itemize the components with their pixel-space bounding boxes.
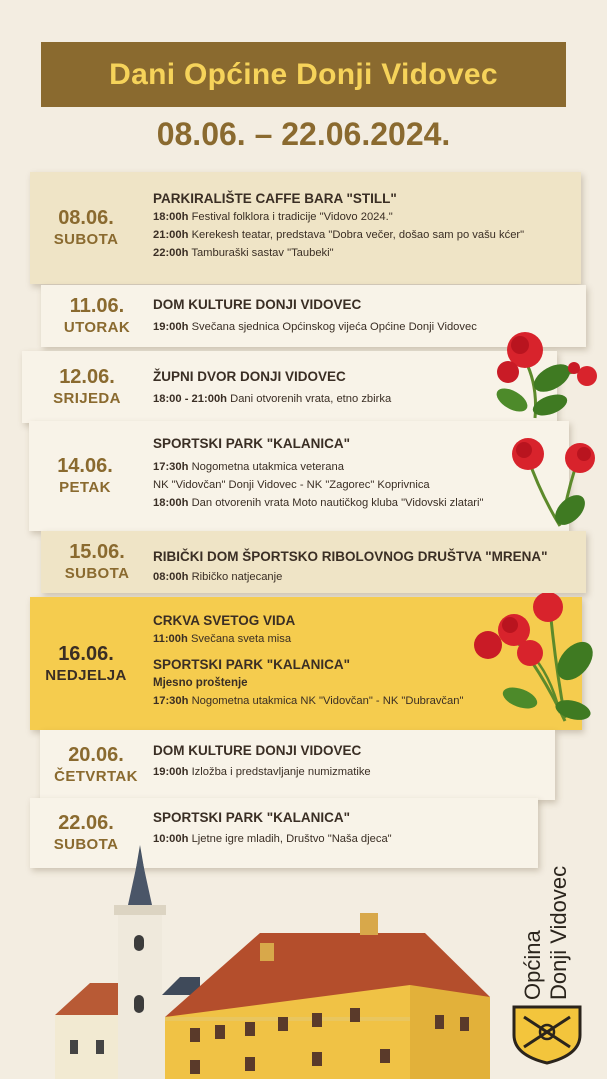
event-weekday: SUBOTA xyxy=(53,836,119,853)
event-time: 17:30h xyxy=(153,695,189,707)
page-title: Dani Općine Donji Vidovec xyxy=(109,57,498,91)
event-text: NK "Vidovčan" Donji Vidovec - NK "Zagorec" Koprivnica xyxy=(153,479,430,491)
municipality-logo xyxy=(520,830,580,1000)
event-item xyxy=(153,763,545,781)
event-date-block xyxy=(29,421,141,531)
event-item xyxy=(153,494,559,512)
event-date: 12.06. xyxy=(59,366,115,388)
event-date: 22.06. xyxy=(58,812,114,834)
event-date-block xyxy=(30,597,142,730)
event-item xyxy=(153,476,559,494)
event-text: Dan otvorenih vrata Moto nautičkog kluba "Vidovski zlatari" xyxy=(191,497,484,509)
event-text: Svečana sjednica Općinskog vijeća Općine Donji Vidovec xyxy=(191,321,477,333)
event-item xyxy=(153,458,559,476)
event-weekday: SUBOTA xyxy=(64,565,130,582)
coat-of-arms-icon xyxy=(510,1003,584,1065)
event-time: 19:00h xyxy=(153,766,189,778)
event-weekday: NEDJELJA xyxy=(45,666,127,684)
event-item xyxy=(153,226,571,244)
event-text: Svečana sveta misa xyxy=(190,633,292,645)
event-text: Nogometna utakmica veterana xyxy=(191,461,344,473)
event-venue-2: SPORTSKI PARK "KALANICA" xyxy=(153,657,351,672)
church-and-building-illustration xyxy=(50,845,495,1079)
event-venue: RIBIČKI DOM ŠPORTSKO RIBOLOVNOG DRUŠTVA "MRENA" xyxy=(153,549,548,564)
event-item xyxy=(153,244,571,262)
event-time: 18:00 - 21:00h xyxy=(153,393,228,405)
event-date-block xyxy=(41,285,153,347)
event-date: 14.06. xyxy=(57,455,113,477)
event-venue: DOM KULTURE DONJI VIDOVEC xyxy=(153,297,362,312)
event-card-2006 xyxy=(40,730,555,800)
date-range: 08.06. – 22.06.2024. xyxy=(156,116,451,152)
event-card-0806 xyxy=(30,172,581,284)
title-banner xyxy=(41,42,566,107)
event-time: 18:00h xyxy=(153,497,189,509)
event-date-block xyxy=(41,531,153,593)
event-info xyxy=(153,548,576,586)
event-time: 21:00h xyxy=(153,229,189,241)
event-date-block xyxy=(40,730,152,800)
event-card-1506 xyxy=(41,531,586,593)
event-text: Tamburaški sastav "Taubeki" xyxy=(191,247,334,259)
event-time: 17:30h xyxy=(153,461,189,473)
rose-decoration-icon xyxy=(470,593,600,723)
event-weekday: UTORAK xyxy=(63,319,131,336)
event-venue: ŽUPNI DVOR DONJI VIDOVEC xyxy=(153,369,346,384)
event-text: Dani otvorenih vrata, etno zbirka xyxy=(230,393,392,405)
event-venue: PARKIRALIŠTE CAFFE BARA "STILL" xyxy=(153,191,397,206)
event-item xyxy=(153,208,571,226)
event-date: 08.06. xyxy=(58,207,114,229)
event-time: 10:00h xyxy=(153,833,189,845)
event-date: 16.06. xyxy=(58,642,114,665)
event-info xyxy=(153,742,545,781)
event-card-1406 xyxy=(29,421,569,531)
event-info xyxy=(153,809,528,848)
municipality-name xyxy=(520,830,580,1000)
event-text: Ljetne igre mladih, Društvo "Naša djeca" xyxy=(191,833,392,845)
event-text: Nogometna utakmica NK "Vidovčan" - NK "Dubravčan" xyxy=(191,695,464,707)
event-text: Festival folklora i tradicije "Vidovo 2024." xyxy=(191,211,393,223)
event-time: 22:00h xyxy=(153,247,189,259)
event-weekday: SUBOTA xyxy=(53,231,119,248)
event-date: 11.06. xyxy=(69,295,125,317)
rose-decoration-icon xyxy=(500,438,605,528)
event-time: 08:00h xyxy=(153,571,189,583)
event-venue: DOM KULTURE DONJI VIDOVEC xyxy=(153,743,362,758)
municipality-name-line1: Općina xyxy=(520,930,545,1000)
event-subtitle: Mjesno proštenje xyxy=(153,677,248,689)
event-weekday: ČETVRTAK xyxy=(54,768,138,785)
event-info xyxy=(153,368,547,408)
event-item xyxy=(153,568,576,586)
event-text: Ribičko natjecanje xyxy=(191,571,283,583)
event-info xyxy=(153,190,571,262)
municipality-name-line2: Donji Vidovec xyxy=(546,865,571,1000)
event-date: 20.06. xyxy=(68,744,124,766)
event-date-block xyxy=(30,172,142,284)
event-info xyxy=(153,435,559,512)
rose-decoration-icon xyxy=(490,330,607,420)
event-venue: CRKVA SVETOG VIDA xyxy=(153,613,296,628)
event-card-1206 xyxy=(22,351,557,423)
event-time: 11:00h xyxy=(153,633,188,645)
event-venue: SPORTSKI PARK "KALANICA" xyxy=(153,436,351,451)
event-item xyxy=(153,390,547,408)
event-weekday: SRIJEDA xyxy=(53,390,121,407)
event-time: 18:00h xyxy=(153,211,189,223)
event-time: 19:00h xyxy=(153,321,189,333)
event-date-block xyxy=(22,351,152,423)
event-venue: SPORTSKI PARK "KALANICA" xyxy=(153,810,351,825)
event-date: 15.06. xyxy=(69,541,125,563)
event-weekday: PETAK xyxy=(59,479,111,496)
event-text: Izložba i predstavljanje numizmatike xyxy=(191,766,371,778)
event-text: Kerekesh teatar, predstava "Dobra večer, došao sam po vašu kćer" xyxy=(191,229,525,241)
